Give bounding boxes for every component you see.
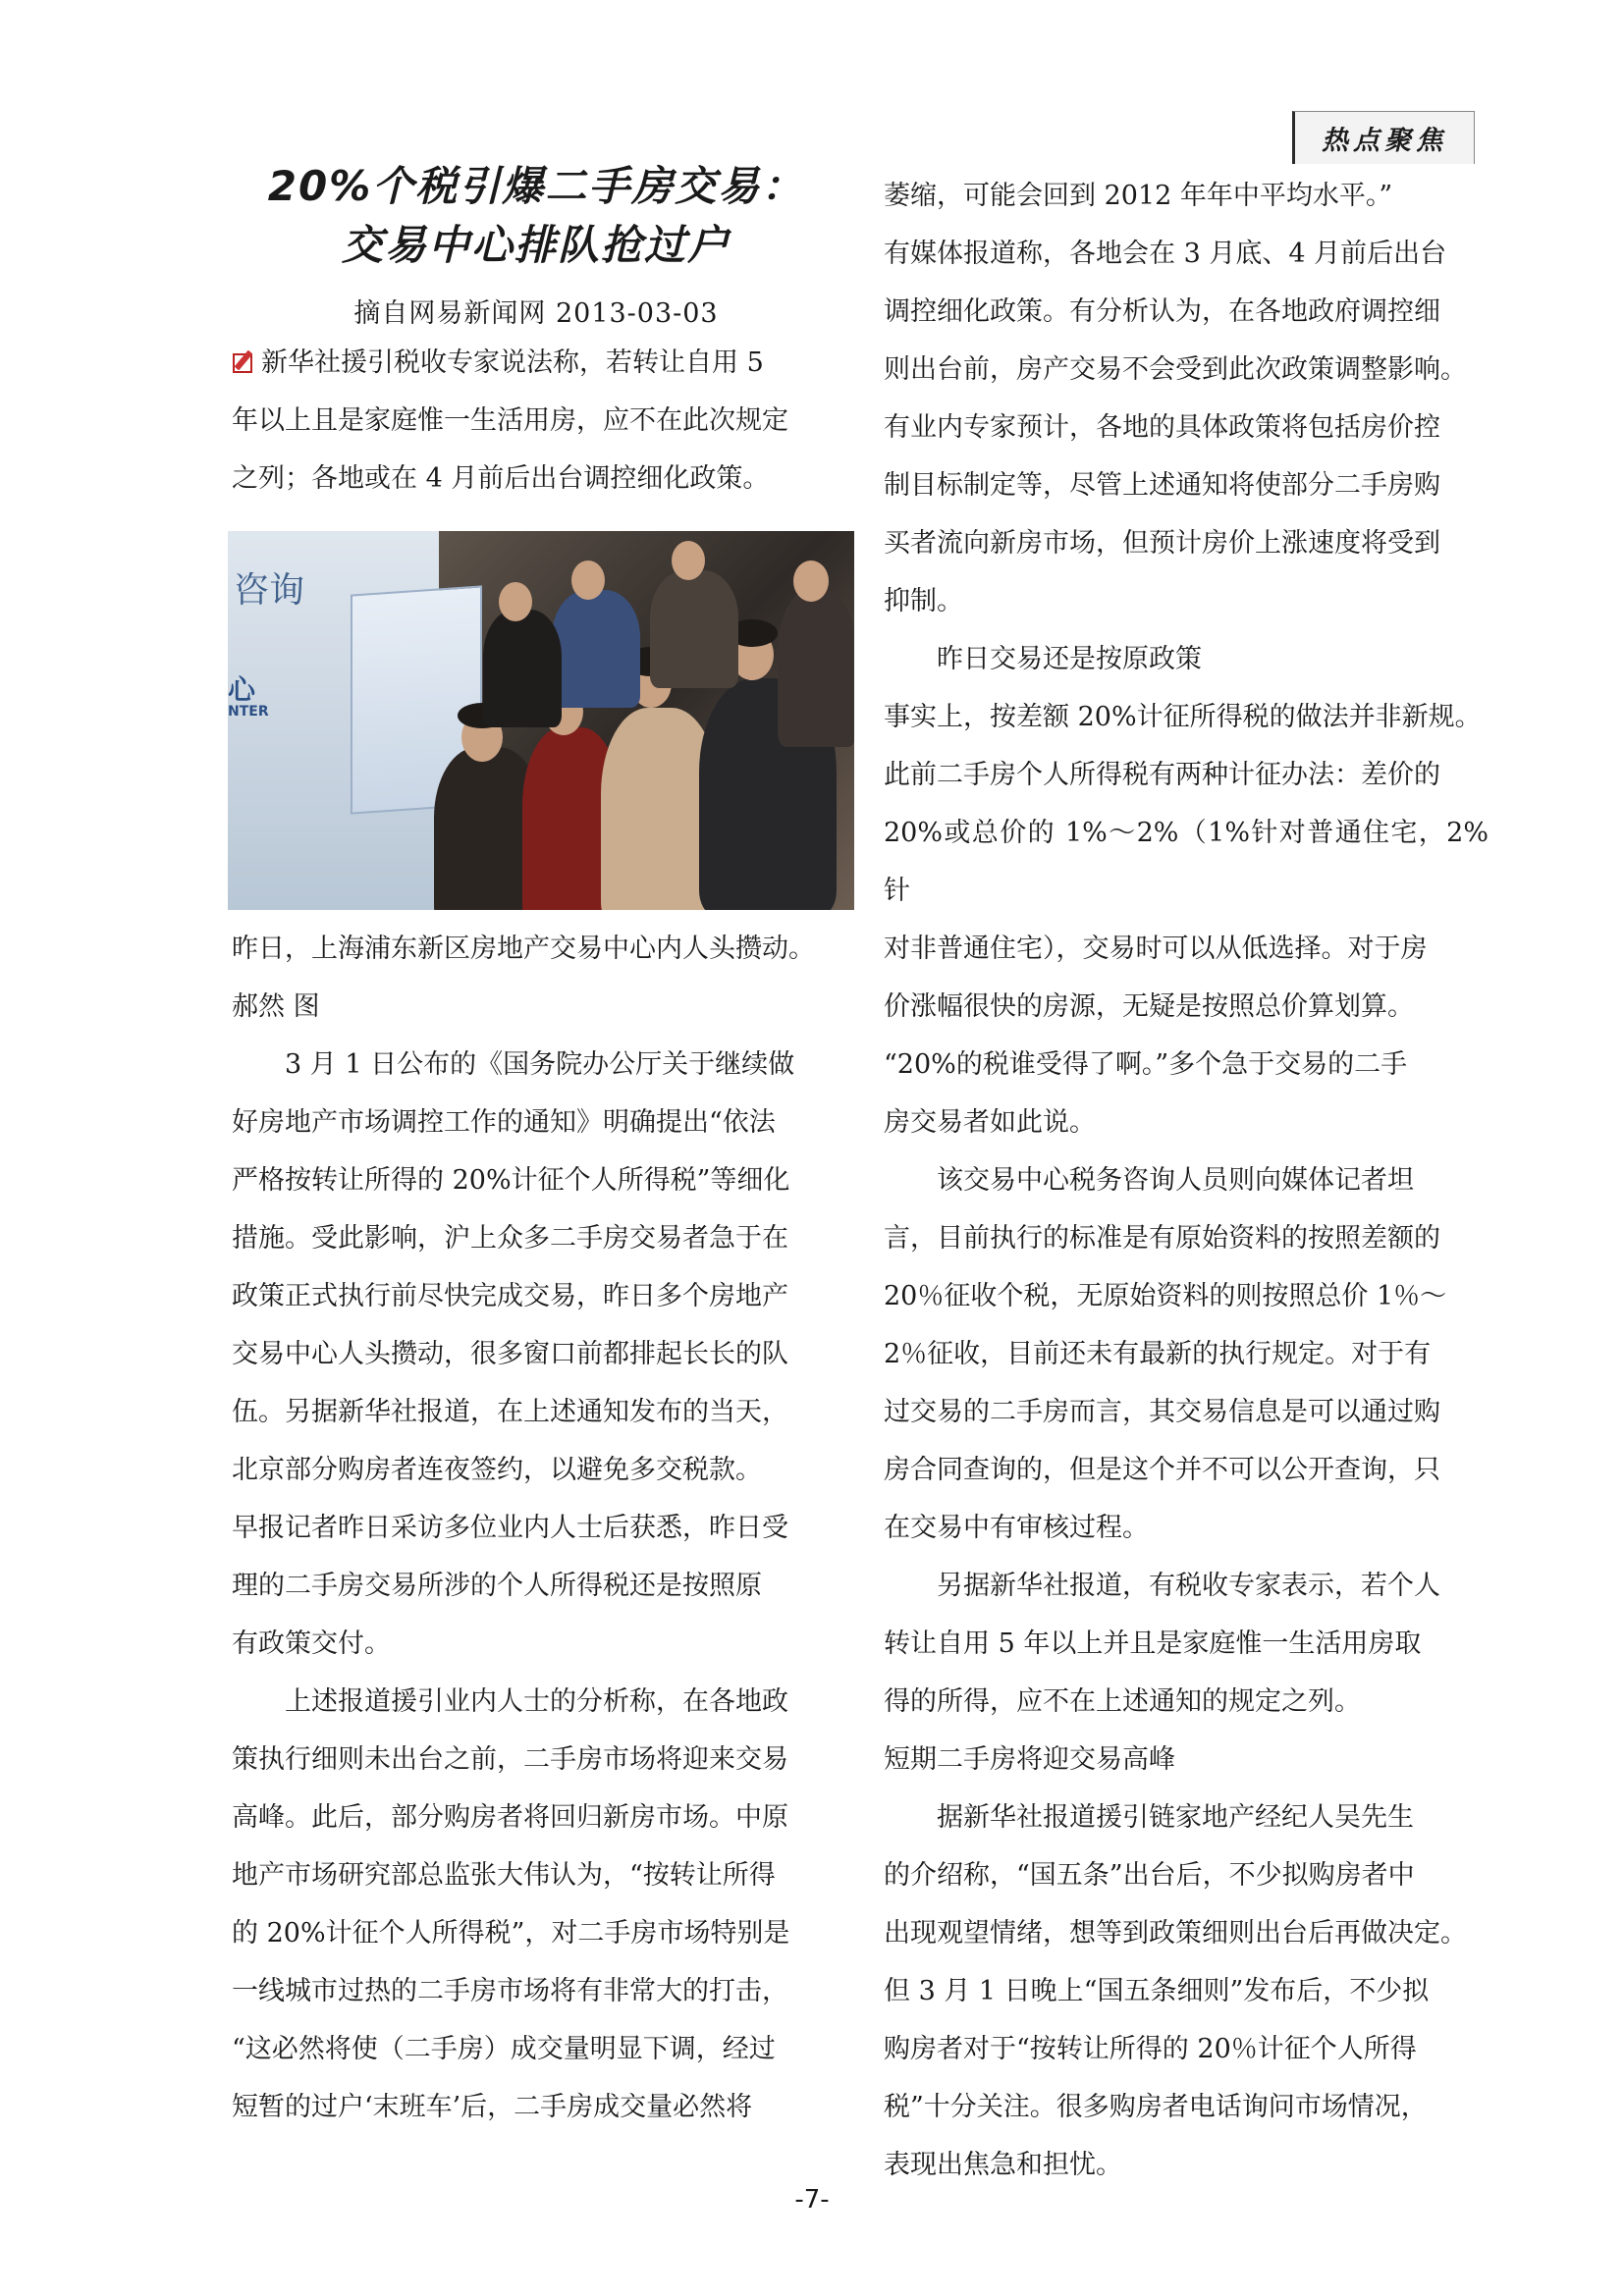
photo-caption: 昨日，上海浦东新区房地产交易中心内人头攒动。 bbox=[232, 934, 815, 964]
text-line: 20％征收个税，无原始资料的则按照总价 1％～ bbox=[884, 1281, 1447, 1311]
text-line: 严格按转让所得的 20%计征个人所得税”等细化 bbox=[232, 1165, 790, 1196]
text-line: 对非普通住宅），交易时可以从低选择。对于房 bbox=[884, 934, 1428, 964]
right-paragraph-3 bbox=[884, 1036, 1489, 1151]
text-line: 另据新华社报道，有税收专家表示，若个人 bbox=[937, 1571, 1440, 1601]
text-line: 转让自用 5 年以上并且是家庭惟一生活用房取 bbox=[884, 1629, 1422, 1659]
text-line: 政策正式执行前尽快完成交易，昨日多个房地产 bbox=[232, 1281, 788, 1311]
text-line: 得的所得，应不在上述通知的规定之列。 bbox=[884, 1686, 1361, 1717]
photo-credit: 郝然 图 bbox=[232, 991, 320, 1022]
text-line: 据新华社报道援引链家地产经纪人吴先生 bbox=[937, 1802, 1414, 1833]
right-paragraph-6 bbox=[884, 1789, 1489, 2194]
text-line: 价涨幅很快的房源，无疑是按照总价算划算。 bbox=[884, 991, 1414, 1022]
right-paragraph-2 bbox=[884, 688, 1489, 1036]
text-line: 高峰。此后，部分购房者将回归新房市场。中原 bbox=[232, 1802, 788, 1833]
text-line: 买者流向新房市场，但预计房价上涨速度将受到 bbox=[884, 528, 1440, 559]
text-line: 伍。另据新华社报道，在上述通知发布的当天， bbox=[232, 1397, 788, 1427]
crowd-person bbox=[650, 570, 738, 688]
text-line: 有政策交付。 bbox=[232, 1629, 391, 1659]
text-line: 但 3 月 1 日晚上“国五条细则”发布后，不少拟 bbox=[884, 1976, 1430, 2006]
crowd-person-face bbox=[571, 561, 605, 600]
text-line: 的介绍称，“国五条”出台后，不少拟购房者中 bbox=[884, 1860, 1415, 1891]
article-title-line1: 20%个税引爆二手房交易： bbox=[267, 162, 805, 210]
text-line: 房交易者如此说。 bbox=[884, 1107, 1096, 1138]
text-line: 3 月 1 日公布的《国务院办公厅关于继续做 bbox=[285, 1049, 795, 1080]
panel-sign-text: NTER bbox=[228, 704, 269, 720]
text-line: 购房者对于“按转让所得的 20％计征个人所得 bbox=[884, 2034, 1417, 2064]
news-photo bbox=[228, 531, 854, 910]
text-line: 2％征收，目前还未有最新的执行规定。对于有 bbox=[884, 1339, 1432, 1369]
page-number: -7- bbox=[794, 2185, 830, 2215]
right-paragraph-5 bbox=[884, 1557, 1489, 1731]
text-line: 北京部分购房者连夜签约，以避免多交税款。 bbox=[232, 1455, 762, 1485]
text-line: 策执行细则未出台之前，二手房市场将迎来交易 bbox=[232, 1744, 788, 1775]
text-line: 出现观望情绪，想等到政策细则出台后再做决定。 bbox=[884, 1918, 1467, 1949]
text-line: “这必然将使（二手房）成交量明显下调，经过 bbox=[232, 2034, 776, 2064]
lead-line: 新华社援引税收专家说法称，若转让自用 5 bbox=[232, 334, 840, 392]
text-line: 税”十分关注。很多购房者电话询问市场情况， bbox=[884, 2092, 1428, 2122]
crowd-person-face bbox=[499, 582, 532, 621]
text-line: 措施。受此影响，沪上众多二手房交易者急于在 bbox=[232, 1223, 788, 1254]
paragraph-3 bbox=[232, 1673, 840, 2136]
text-line: 制目标制定等，尽管上述通知将使部分二手房购 bbox=[884, 470, 1440, 501]
subheading: 短期二手房将迎交易高峰 bbox=[884, 1744, 1175, 1775]
text-line: 的 20%计征个人所得税”，对二手房市场特别是 bbox=[232, 1918, 790, 1949]
text-line: 在交易中有审核过程。 bbox=[884, 1513, 1149, 1543]
lead-line: 年以上且是家庭惟一生活用房，应不在此次规定 bbox=[232, 405, 788, 436]
panel-sign-text: 咨询 bbox=[234, 570, 305, 611]
edit-icon bbox=[232, 349, 257, 375]
text-line: 20%或总价的 1%～2%（1%针对普通住宅，2%针 bbox=[884, 818, 1489, 906]
text-line: 早报记者昨日采访多位业内人士后获悉，昨日受 bbox=[232, 1513, 788, 1543]
text-line: 地产市场研究部总监张大伟认为，“按转让所得 bbox=[232, 1860, 776, 1891]
text-line: 萎缩，可能会回到 2012 年年中平均水平。” bbox=[884, 181, 1393, 211]
text-line: 交易中心人头攒动，很多窗口前都排起长长的队 bbox=[232, 1339, 788, 1369]
right-paragraph-4 bbox=[884, 1151, 1489, 1557]
crowd-person bbox=[552, 590, 640, 708]
right-paragraph-1 bbox=[884, 167, 1489, 630]
text-line: 有媒体报道称，各地会在 3 月底、4 月前后出台 bbox=[884, 239, 1447, 269]
text-line: 有业内专家预计，各地的具体政策将包括房价控 bbox=[884, 412, 1440, 443]
text-line: 表现出焦急和担忧。 bbox=[884, 2150, 1122, 2180]
crowd-person-face bbox=[672, 541, 705, 580]
paragraph-2 bbox=[232, 1499, 840, 1673]
section-tag: 热点聚焦 bbox=[1292, 111, 1475, 164]
text-line: 上述报道援引业内人士的分析称，在各地政 bbox=[285, 1686, 788, 1717]
text-line: 抑制。 bbox=[884, 586, 963, 616]
article-source: 摘自网易新闻网 2013-03-03 bbox=[353, 298, 719, 329]
text-line: 房合同查询的，但是这个并不可以公开查询，只 bbox=[884, 1455, 1440, 1485]
crowd-person bbox=[778, 590, 854, 747]
lead-line: 之列；各地或在 4 月前后出台调控细化政策。 bbox=[232, 463, 770, 494]
article-title-line2: 交易中心排队抢过户 bbox=[341, 221, 731, 269]
left-column bbox=[228, 157, 840, 2136]
text-line: 过交易的二手房而言，其交易信息是可以通过购 bbox=[884, 1397, 1440, 1427]
text-line: 该交易中心税务咨询人员则向媒体记者坦 bbox=[937, 1165, 1414, 1196]
paragraph-1 bbox=[232, 1036, 840, 1499]
text-line: “20%的税谁受得了啊。”多个急于交易的二手 bbox=[884, 1049, 1408, 1080]
panel-sign-text: 心 bbox=[228, 673, 256, 706]
text-line: 调控细化政策。有分析认为，在各地政府调控细 bbox=[884, 296, 1440, 327]
crowd-person-face bbox=[793, 561, 829, 602]
crowd-person bbox=[483, 610, 562, 727]
text-line: 好房地产市场调控工作的通知》明确提出“依法 bbox=[232, 1107, 776, 1138]
text-line: 则出台前，房产交易不会受到此次政策调整影响。 bbox=[884, 354, 1467, 385]
text-line: 言，目前执行的标准是有原始资料的按照差额的 bbox=[884, 1223, 1440, 1254]
text-line: 短暂的过户‘末班车’后，二手房成交量必然将 bbox=[232, 2092, 753, 2122]
text-line: 此前二手房个人所得税有两种计征办法：差价的 bbox=[884, 760, 1440, 790]
text-line: 事实上，按差额 20%计征所得税的做法并非新规。 bbox=[884, 702, 1482, 732]
subheading: 昨日交易还是按原政策 bbox=[937, 644, 1202, 674]
right-column bbox=[884, 167, 1489, 2194]
text-line: 一线城市过热的二手房市场将有非常大的打击， bbox=[232, 1976, 788, 2006]
text-line: 理的二手房交易所涉的个人所得税还是按照原 bbox=[232, 1571, 762, 1601]
